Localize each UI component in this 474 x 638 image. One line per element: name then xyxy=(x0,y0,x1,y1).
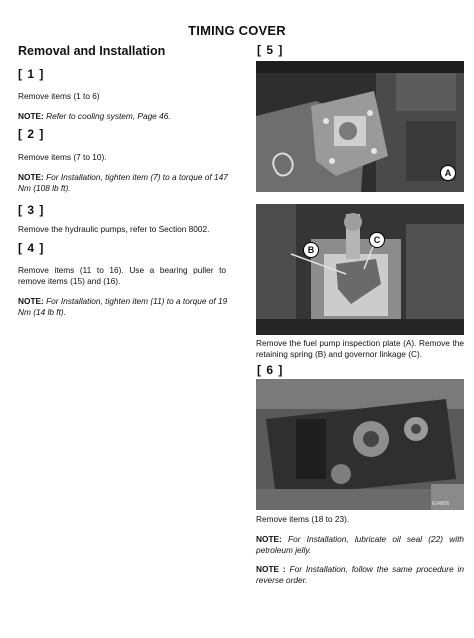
step-6-text: Remove items (18 to 23). xyxy=(256,514,350,524)
note-text: For Installation, lubricate oil seal (22) with petroleum jelly. xyxy=(256,534,464,555)
step-4-label: [ 4 ] xyxy=(18,241,45,255)
note-prefix: NOTE: xyxy=(18,172,44,182)
step-5-label: [ 5 ] xyxy=(257,43,284,57)
note-prefix: NOTE : xyxy=(256,564,286,574)
note-text: For Installation, tighten item (7) to a torque of 147 Nm (108 lb ft). xyxy=(18,172,228,193)
step-5-caption: Remove the fuel pump inspection plate (A). Remove the retaining spring (B) and governor linkage (C). xyxy=(256,338,464,359)
note-prefix: NOTE: xyxy=(18,111,44,121)
photo-timing-cover-removed xyxy=(256,379,464,510)
photo-3-illustration xyxy=(256,379,464,510)
step-3-text: Remove the hydraulic pumps, refer to Section 8002. xyxy=(18,224,210,234)
note-1 xyxy=(18,111,228,122)
photo-fuel-pump-plate xyxy=(256,61,464,192)
photo-2-illustration xyxy=(256,204,464,335)
note-text: Refer to cooling system, Page 46. xyxy=(43,111,171,121)
callout-c: C xyxy=(369,232,385,248)
note-6a xyxy=(256,534,464,556)
step-4-text: Remove items (11 to 16). Use a bearing puller to remove items (15) and (16). xyxy=(18,265,226,286)
callout-b: B xyxy=(303,242,319,258)
note-6b xyxy=(256,564,464,586)
note-2 xyxy=(18,172,228,194)
page-title: TIMING COVER xyxy=(188,23,286,38)
note-text: For Installation, follow the same procedure in reverse order. xyxy=(256,564,465,585)
note-prefix: NOTE: xyxy=(18,296,44,306)
photo-1-illustration xyxy=(256,61,464,192)
step-1-label: [ 1 ] xyxy=(18,67,45,81)
step-2-label: [ 2 ] xyxy=(18,127,45,141)
step-6-label: [ 6 ] xyxy=(257,363,284,377)
note-text: For Installation, tighten item (11) to a torque of 19 Nm (14 lb ft). xyxy=(18,296,228,317)
photo-governor-linkage xyxy=(256,204,464,335)
step-3-label: [ 3 ] xyxy=(18,203,45,217)
step-2-text: Remove items (7 to 10). xyxy=(18,152,107,162)
note-4 xyxy=(18,296,228,318)
note-prefix: NOTE: xyxy=(256,534,282,544)
callout-a: A xyxy=(440,165,456,181)
photo-code: E04806 xyxy=(432,501,450,507)
step-1-text: Remove items (1 to 6) xyxy=(18,91,100,101)
section-heading: Removal and Installation xyxy=(18,44,166,58)
